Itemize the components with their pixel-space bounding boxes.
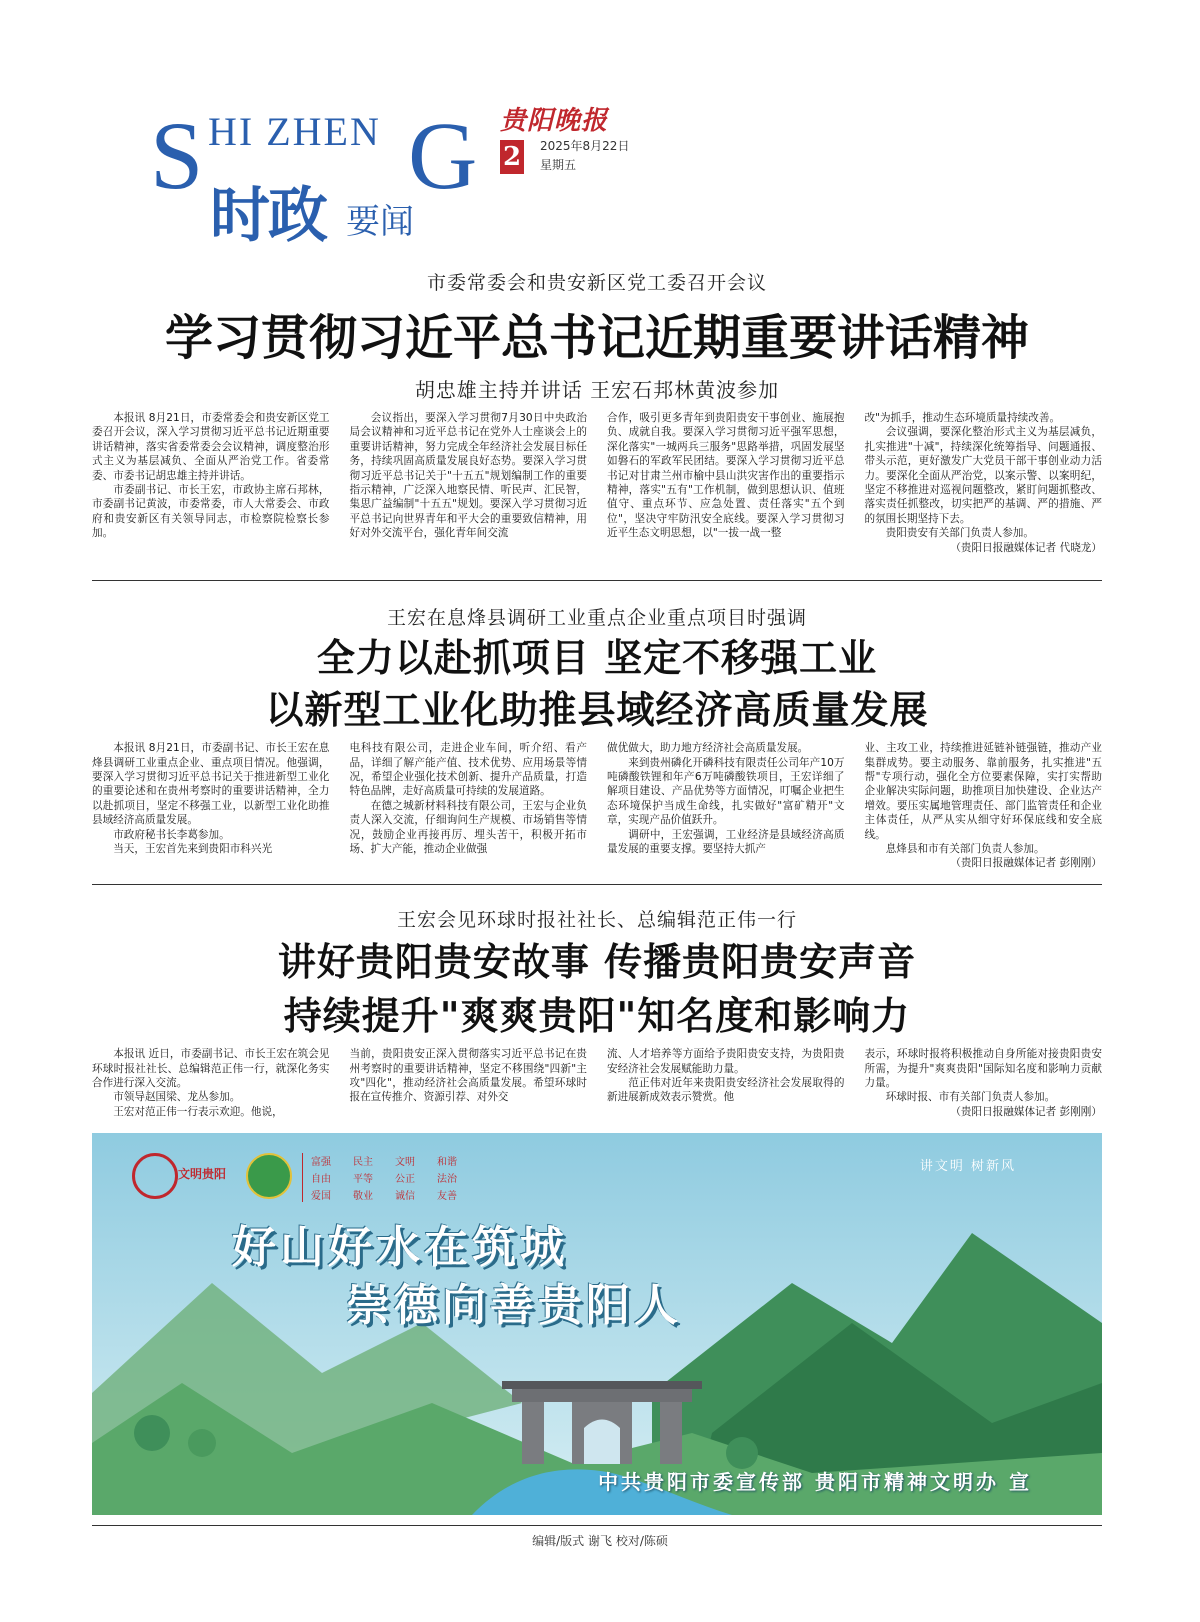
newspaper-name: 贵阳晚报 [500,106,609,136]
page-number: 2 [500,140,524,174]
article-2-byline: （贵阳日报融媒体记者 彭刚刚） [950,857,1102,870]
paragraph: 流、人才培养等方面给予贵阳贵安支持，为贵阳贵安经济社会发展赋能助力量。 [607,1048,845,1075]
core-value: 公正 [395,1174,415,1185]
paragraph: 王宏对范正伟一行表示欢迎。他说， [113,1105,283,1118]
article-1-column-3 [607,411,845,555]
core-value: 敬业 [353,1191,373,1202]
paragraph: 表示，环球时报将积极推动自身所能对接贵阳贵安所需，为提升"爽爽贵阳"国际知名度和影响力贡献力量。 [864,1048,1102,1089]
core-value: 富强 [311,1157,331,1168]
paragraph: 当天，王宏首先来到贵阳市科兴光 [113,843,273,856]
subsection-title: 要闻 [346,202,414,242]
core-values-grid [302,1153,479,1202]
article-1-byline: （贵阳日报融媒体记者 代晓龙） [950,541,1102,554]
article-1-subhead: 胡忠雄主持并讲话 王宏石邦林黄波参加 [414,378,780,402]
article-3-column-1 [92,1047,330,1119]
article-2-headline-line-1: 全力以赴抓项目 坚定不移强工业 [316,636,878,680]
ad-headline-line-1: 好山好水在筑城 [232,1222,568,1273]
paragraph: 电科技有限公司，走进企业车间，听介绍、看产品，详细了解产能产值、技术优势、应用场景等情况，希望企业强化技术创新、提升产品质量，打造特色品牌，走好高质量可持续的发展道路。 [349,742,587,798]
masthead-pinyin: HI ZHEN [208,109,381,154]
article-3-body [92,1047,1102,1119]
paragraph: 本报讯 近日，市委副书记、市长王宏在筑会见环球时报社社长、总编辑范正伟一行，就深化务实合作进行深入交流。 [92,1048,330,1089]
paragraph: 当前，贵阳贵安正深入贯彻落实习近平总书记在贵州考察时的重要讲话精神，坚定不移围绕"四新"主攻"四化"，推动经济社会高质量发展。希望环球时报在宣传推介、资源引荐、对外交 [349,1048,587,1104]
article-2-body [92,741,1102,871]
article-2-headline-line-2: 以新型工业化助推县域经济高质量发展 [265,687,929,732]
paragraph: 贵阳贵安有关部门负责人参加。 [885,527,1034,540]
paragraph: 市委副书记、市长王宏，市政协主席石邦林，市委副书记黄波，市委常委，市人大常委会、市政府和贵安新区有关领导同志，市检察院检察长参加。 [92,484,330,540]
article-3-column-3 [607,1047,845,1119]
civilization-logo-icon [132,1153,178,1199]
section-title: 时政 [210,181,326,251]
core-value: 诚信 [395,1191,415,1202]
paragraph: 合作，吸引更多青年到贵阳贵安干事创业、施展抱负、成就自我。要深入学习贯彻习近平强军思想，深化落实"一城两兵三服务"思路举措，巩固发展坚如磐石的军政军民团结。要深入学习贯彻习近平总书记对甘肃兰州市榆中县山洪灾害作出的重要指示精神，落实"五有"工作机制，做到思想认识、值班值守、重点环节、应急处置、责任落实"五个到位"，坚决守牢防汛安全底线。要深入学习贯彻习近平生态文明思想，以"一拔一战一整 [607,412,845,540]
core-value: 友善 [437,1191,457,1202]
paragraph: 会议指出，要深入学习贯彻7月30日中央政治局会议精神和习近平总书记在党外人士座谈会上的重要讲话精神，努力完成全年经济社会发展目标任务，持续巩固高质量发展良好态势。要深入学习贯彻习近平总书记关于"十五五"规划编制工作的重要指示精神，广泛深入地察民情、听民声、汇民智，集思广益编制"十五五"规划。要深入学习贯彻习近平总书记向世界青年和平大会的重要致信精神，用好对外交流平台，强化青年间交流 [349,412,587,540]
core-value: 自由 [311,1174,331,1185]
paragraph: 来到贵州磷化开磷科技有限责任公司年产10万吨磷酸铁锂和年产6万吨磷酸铁项目，王宏详细了解项目建设、产品优势等方面情况，叮嘱企业把生态环境保护当成生命线，扎实做好"富矿精开"文章，实现产品价值跃升。 [607,756,845,827]
article-1-column-1 [92,411,330,555]
ad-sponsor: 中共贵阳市委宣传部 贵阳市精神文明办 宣 [598,1470,1032,1494]
paragraph: 本报讯 8月21日，市委副书记、市长王宏在息烽县调研工业重点企业、重点项目情况。他强调，要深入学习贯彻习近平总书记关于推进新型工业化的重要论述和在贵州考察时的重要讲话精神，全力以赴抓项目，坚定不移强工业，以新型工业化助推县域经济高质量发展。 [92,742,330,827]
article-3-column-4 [865,1047,1103,1119]
article-1-column-2 [350,411,588,555]
article-3-headline-line-2: 持续提升"爽爽贵阳"知名度和影响力 [283,993,911,1038]
section-divider [92,884,1102,885]
publication-weekday: 星期五 [540,158,577,172]
article-3-kicker: 王宏会见环球时报社社长、总编辑范正伟一行 [396,909,797,931]
paragraph: 会议强调，要深化整治形式主义为基层减负，扎实推进"十减"，持续深化统筹指导、问题通报、带头示范，更好激发广大党员干部干事创业动力活力。要深化全面从严治党，以案示警、以案明纪，坚定不移推进对巡视问题整改，紧盯问题抓整改、落实责任抓整改，切实把严的基调、严的措施、严的氛围长期坚持下去。 [864,426,1102,525]
article-1-kicker: 市委常委会和贵安新区党工委召开会议 [426,272,767,294]
paragraph: 环球时报、市有关部门负责人参加。 [885,1091,1056,1104]
core-value: 文明 [395,1157,415,1168]
paragraph: 做优做大，助力地方经济社会高质量发展。 [607,742,809,755]
article-1-body [92,411,1102,555]
public-service-ad [92,1133,1102,1515]
core-value: 法治 [437,1174,457,1185]
publication-date: 2025年8月22日 [540,139,630,153]
paragraph: 市政府秘书长李葛参加。 [113,828,230,841]
core-value: 和谐 [437,1157,457,1168]
ad-logo-text: 文明贵阳 [178,1167,227,1181]
ad-top-slogan: 讲文明 树新风 [919,1159,1016,1174]
article-2-column-2 [350,741,588,871]
paragraph: 在德之城新材料科技有限公司，王宏与企业负责人深入交流，仔细询问生产规模、市场销售等情况，鼓励企业再接再厉、埋头苦干，积极开拓市场、扩大产能，推动企业做强 [349,799,587,856]
core-value: 民主 [353,1157,373,1168]
article-2-column-3 [607,741,845,871]
article-1-column-4 [865,411,1103,555]
article-3-column-2 [350,1047,588,1119]
paragraph: 改"为抓手，推动生态环境质量持续改善。 [864,412,1061,424]
core-value: 爱国 [311,1191,331,1202]
article-1 [92,268,1102,555]
article-2-column-4 [865,741,1103,871]
paragraph: 本报讯 8月21日，市委常委会和贵安新区党工委召开会议，深入学习贯彻习近平总书记近期重要讲话精神，落实省委常委会会议精神，调度整治形式主义为基层减负、全面从严治党工作。省委常委、市委书记胡忠雄主持并讲话。 [92,412,330,482]
article-2-column-1 [92,741,330,871]
paragraph: 范正伟对近年来贵阳贵安经济社会发展取得的新进展新成效表示赞赏。他 [607,1077,845,1104]
masthead-letter-g: G [408,102,478,209]
article-3-headline-line-1: 讲好贵阳贵安故事 传播贵阳贵安声音 [277,940,917,984]
ad-headline-line-2: 崇德向善贵阳人 [346,1280,682,1331]
core-value: 平等 [353,1174,373,1185]
article-2 [92,603,1102,871]
paragraph: 业、主攻工业，持续推进延链补链强链，推动产业集群成势。要主动服务、靠前服务，扎实推进"五帮"专项行动，强化全方位要素保障，实打实帮助企业解决实际问题，助推项目加快建设、企业达产增效。要压实属地管理责任、部门监管责任和企业主体责任，从严从实从细守好环保底线和安全底线。 [864,742,1102,841]
paragraph: 调研中，王宏强调，工业经济是县域经济高质量发展的重要支撑。要坚持大抓产 [607,828,845,856]
article-1-headline: 学习贯彻习近平总书记近期重要讲话精神 [164,310,1029,366]
article-3 [92,905,1102,1119]
footer-divider [92,1525,1102,1526]
paragraph: 息烽县和市有关部门负责人参加。 [885,843,1045,856]
masthead-letter-s: S [150,102,204,209]
emblem-icon [246,1153,292,1199]
article-2-kicker: 王宏在息烽县调研工业重点企业重点项目时强调 [386,607,807,629]
page-credits: 编辑/版式 谢飞 校对/陈硕 [532,1534,668,1548]
section-divider [92,580,1102,581]
article-3-byline: （贵阳日报融媒体记者 彭刚刚） [950,1105,1102,1118]
paragraph: 市领导赵国梁、龙丛参加。 [113,1091,241,1104]
